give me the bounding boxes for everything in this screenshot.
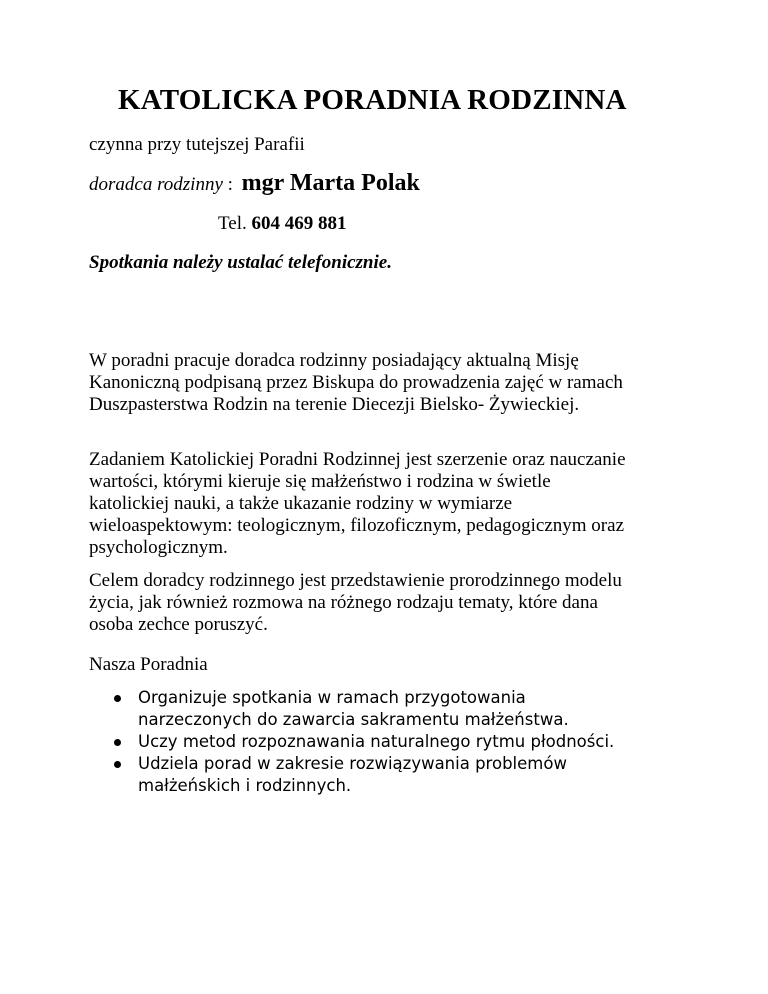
appointment-note: Spotkania należy ustalać telefonicznie. <box>89 252 392 273</box>
phone-prefix: Tel. <box>218 213 252 234</box>
advisor-line <box>89 170 420 197</box>
list-item-line: małżeńskich i rodzinnych. <box>138 776 352 795</box>
paragraph-line: życia, jak również rozmowa na różnego rodzaju tematy, które dana <box>89 592 598 613</box>
list-item-line: narzeczonych do zawarcia sakramentu małżeństwa. <box>138 710 569 729</box>
paragraph-line: wartości, którymi kieruje się małżeństwo i rodzina w świetle <box>89 471 551 492</box>
paragraph-line: Kanoniczną podpisaną przez Biskupa do prowadzenia zajęć w ramach <box>89 372 623 393</box>
list-item-line: Udziela porad w zakresie rozwiązywania problemów <box>138 754 567 773</box>
list-item <box>112 731 712 753</box>
paragraph-line: W poradni pracuje doradca rodzinny posiadający aktualną Misję <box>89 350 579 371</box>
list-intro: Nasza Poradnia <box>89 654 208 675</box>
bullet-icon <box>114 739 121 746</box>
subtitle: czynna przy tutejszej Parafii <box>89 134 305 155</box>
paragraph-line: Zadaniem Katolickiej Poradni Rodzinnej jest szerzenie oraz nauczanie <box>89 449 626 470</box>
paragraph-line: Duszpasterstwa Rodzin na terenie Diecezji Bielsko- Żywieckiej. <box>89 394 580 415</box>
paragraph-line: katolickiej nauki, a także ukazanie rodziny w wymiarze <box>89 493 513 514</box>
phone-line <box>218 213 347 235</box>
list-item <box>112 753 712 797</box>
advisor-name: mgr Marta Polak <box>241 170 420 196</box>
paragraph-mission <box>89 350 699 416</box>
paragraph-purpose <box>89 570 699 636</box>
paragraph-line: wieloaspektowym: teologicznym, filozoficznym, pedagogicznym oraz <box>89 515 624 536</box>
phone-number: 604 469 881 <box>251 213 347 234</box>
list-item-line: Organizuje spotkania w ramach przygotowania <box>138 688 526 707</box>
paragraph-line: osoba zechce poruszyć. <box>89 614 268 635</box>
bullet-icon <box>114 761 121 768</box>
list-item <box>112 687 712 731</box>
paragraph-line: psychologicznym. <box>89 537 228 558</box>
advisor-label: doradca rodzinny <box>89 174 223 195</box>
paragraph-line: Celem doradcy rodzinnego jest przedstawienie prorodzinnego modelu <box>89 570 622 591</box>
services-list <box>112 687 712 797</box>
list-item-line: Uczy metod rozpoznawania naturalnego rytmu płodności. <box>138 732 615 751</box>
page-title: KATOLICKA PORADNIA RODZINNA <box>118 84 627 116</box>
advisor-separator: : <box>222 174 238 195</box>
paragraph-goals <box>89 449 699 559</box>
bullet-icon <box>114 695 121 702</box>
